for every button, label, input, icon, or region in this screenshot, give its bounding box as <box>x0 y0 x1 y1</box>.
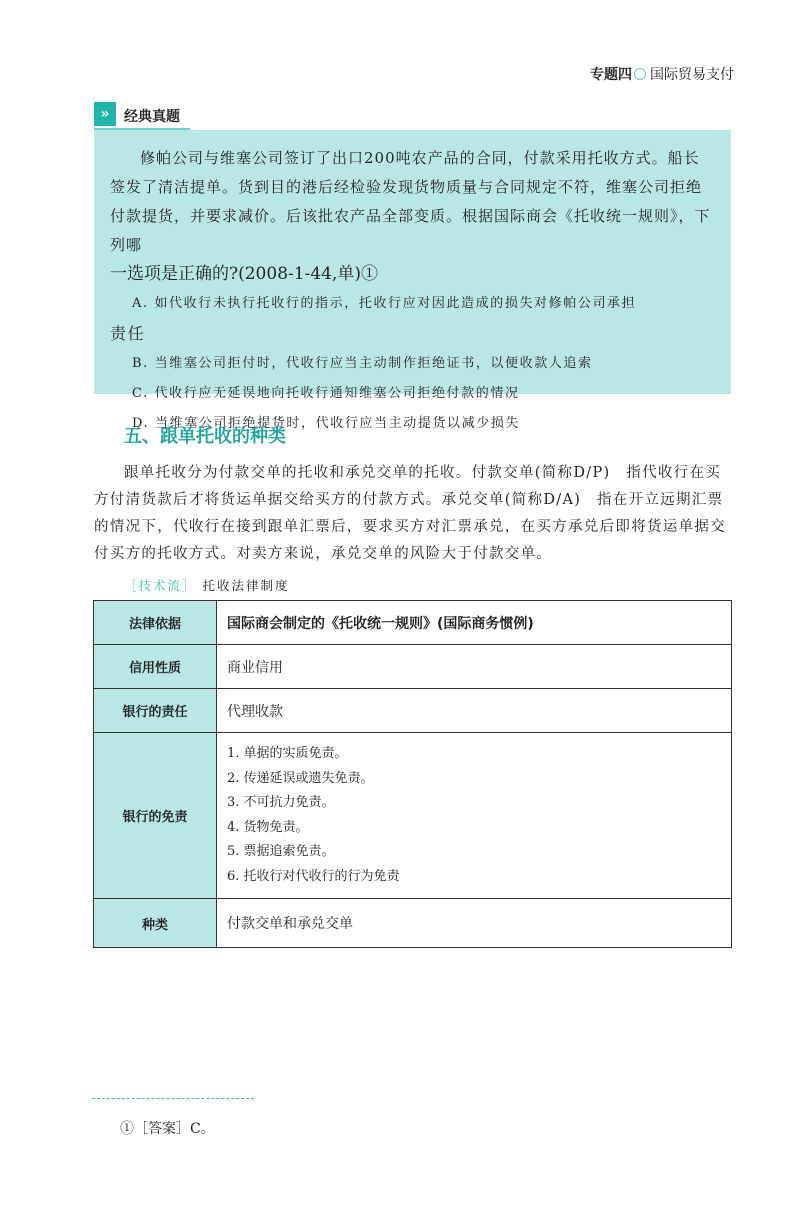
footnote: ①［答案］C。 <box>120 1121 215 1137</box>
table-row <box>94 645 732 689</box>
body-paragraph: 跟单托收分为付款交单的托收和承兑交单的托收。付款交单(简称D/P) 指代收行在买方付清货款后才将货运单据交给买方的付款方式。承兑交单(简称D/A) 指在开立远期汇票的情况下，代收行在接到跟单汇票后，要求买方对汇票承兑，在买方承兑后即将货运单据交付买方的托收方式。对卖方来说，承兑交单的风险大于付款交单。 <box>94 465 726 562</box>
list-item: 4. 货物免责。 <box>227 819 309 835</box>
tech-tag: ［技术流］ <box>124 578 197 593</box>
option-c: C. 代收行应无延误地向托收行通知维塞公司拒绝付款的情况 <box>132 386 520 401</box>
collection-law-table <box>93 600 732 948</box>
circle-icon <box>634 68 646 80</box>
row-value <box>217 733 732 899</box>
double-chevron-icon: » <box>94 102 116 126</box>
chapter-title: 国际贸易支付 <box>650 67 734 83</box>
tech-caption <box>124 576 290 594</box>
row-value: 代理收款 <box>217 689 732 733</box>
option-b: B. 当维塞公司拒付时，代收行应当主动制作拒绝证书，以便收款人追索 <box>132 356 593 371</box>
row-key: 种类 <box>94 899 217 948</box>
list-item: 3. 不可抗力免责。 <box>227 795 335 810</box>
row-key: 法律依据 <box>94 601 217 645</box>
list-item: 6. 托收行对代收行的行为免责 <box>227 868 400 884</box>
classic-exam-box <box>94 130 731 431</box>
footnote-divider <box>92 1098 254 1099</box>
tech-title: 托收法律制度 <box>202 578 290 593</box>
list-item: 1. 单据的实质免责。 <box>227 746 348 761</box>
row-key: 银行的责任 <box>94 689 217 733</box>
table-row <box>94 601 732 645</box>
option-a-continued: 责任 <box>110 324 146 343</box>
list-item: 2. 传递延误或遗失免责。 <box>227 770 374 786</box>
row-value: 国际商会制定的《托收统一规则》(国际商务惯例) <box>217 601 732 645</box>
table-row <box>94 733 732 899</box>
classic-exam-tab <box>94 100 190 130</box>
list-item: 5. 票据追索免责。 <box>227 844 335 859</box>
table-row <box>94 899 732 948</box>
table-row <box>94 689 732 733</box>
question-text: 修帕公司与维塞公司签订了出口200吨农产品的合同，付款采用托收方式。船长签发了清洁提单。货到目的港后经检验发现货物质量与合同规定不符，维塞公司拒绝付款提货，并要求减价。后该批农产品全部变质。根据国际商会《托收统一规则》，下列哪 <box>110 149 711 254</box>
section-title: 五、跟单托收的种类 <box>124 426 286 447</box>
chapter-label: 专题四 <box>590 67 632 83</box>
exemption-list <box>227 742 730 889</box>
row-value: 商业信用 <box>217 645 732 689</box>
row-value: 付款交单和承兑交单 <box>217 899 732 948</box>
option-d: D. 当维塞公司拒绝提货时，代收行应当主动提货以减少损失 <box>132 416 521 431</box>
row-key: 银行的免责 <box>94 733 217 899</box>
page-header <box>590 64 734 84</box>
question-text-end: 一选项是正确的?(2008-1-44,单)① <box>110 264 378 284</box>
option-a: A. 如代收行未执行托收行的指示，托收行应对因此造成的损失对修帕公司承担 <box>132 296 637 311</box>
row-key: 信用性质 <box>94 645 217 689</box>
classic-exam-label: 经典真题 <box>124 109 180 125</box>
